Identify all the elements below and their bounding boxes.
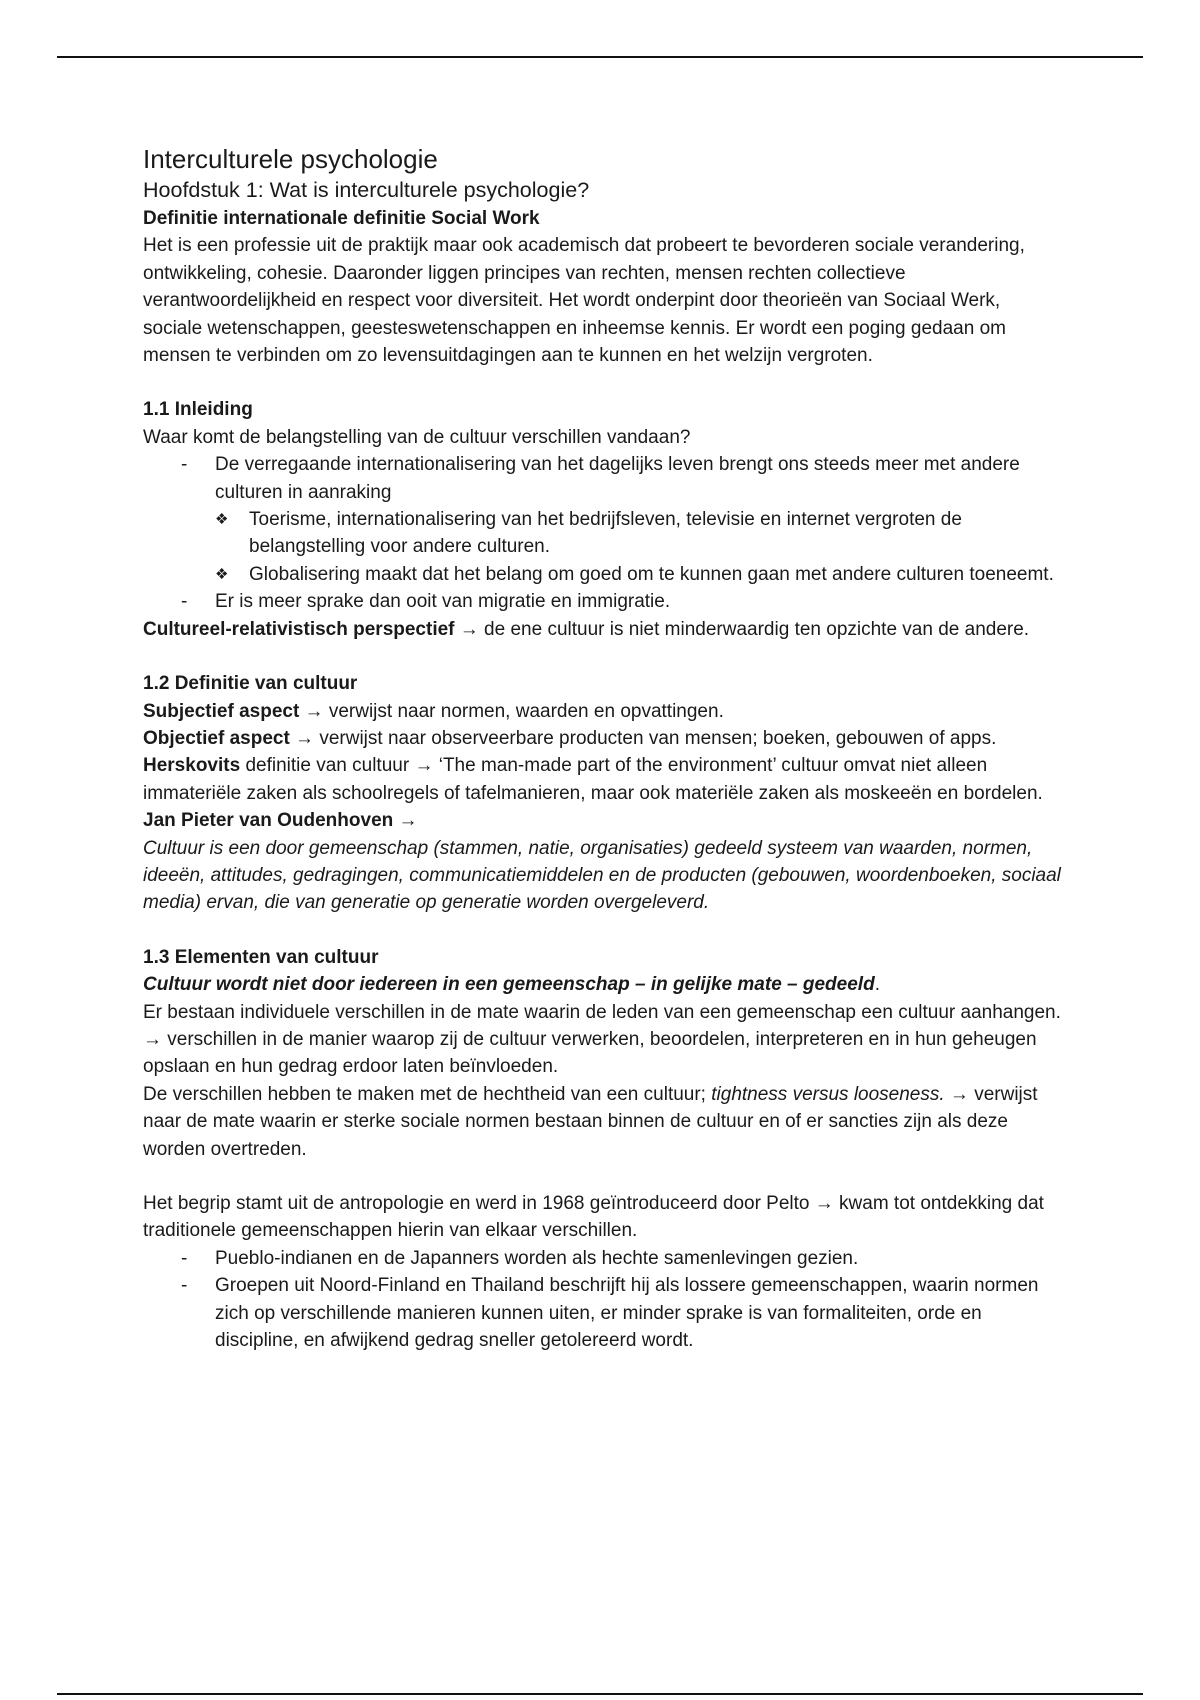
document-body [143,142,1063,1354]
key-statement [143,971,1063,998]
oudenhoven-quote: Cultuur is een door gemeenschap (stammen, natie, organisaties) gedeeld systeem van waarden, normen, ideeën, attitudes, gedragingen, communicatiemiddelen en de producten (gebouwen, woordenboeken, sociaal media) ervan, die van generatie op generatie worden overgeleverd. [143,837,1061,914]
spacer [143,917,1063,944]
term: Subjectief aspect → [143,700,324,722]
term-definition: de ene cultuur is niet minderwaardig ten opzichte van de andere. [478,618,1030,640]
section-1-2 [143,670,1063,917]
list-item: - Groepen uit Noord-Finland en Thailand beschrijft hij als lossere gemeenschappen, waarin normen zich op verschillende manieren kunnen uiten, er minder sprake is van formaliteiten, orde en discipline, en afwijkend gedrag sneller getolereerd wordt. [143,1272,1063,1354]
spacer [143,643,1063,670]
perspective-paragraph [143,616,1063,643]
text-run: De verschillen hebben te maken met de hechtheid van een cultuur; [143,1083,712,1105]
dash-list [143,451,1063,615]
objective-paragraph [143,725,1063,752]
spacer [143,369,1063,396]
section-question: Waar komt de belangstelling van de cultuur verschillen vandaan? [143,426,691,448]
paragraph: Het begrip stamt uit de antropologie en werd in 1968 geïntroduceerd door Pelto → kwam tot ontdekking dat traditionele gemeenschappen hierin van elkaar verschillen. [143,1193,1044,1242]
document-title: Interculturele psychologie [143,144,438,174]
top-rule [57,56,1143,58]
spacer [143,1163,1063,1190]
term: Objectief aspect → [143,727,315,749]
term-definition: verwijst naar normen, waarden en opvattingen. [323,700,724,722]
list-item-text: De verregaande internationalisering van het dagelijks leven brengt ons steeds meer met andere culturen in aanraking [215,454,1020,503]
statement-end: . [874,974,880,996]
subjective-paragraph [143,698,1063,725]
oudenhoven-term: Jan Pieter van Oudenhoven → [143,810,418,832]
section-heading: 1.2 Definitie van cultuur [143,673,358,695]
text-run: → verwijst naar de mate waarin er sterke sociale normen bestaan binnen de cultuur en of er sancties zijn als deze worden overtreden. [143,1083,1038,1160]
section-heading: 1.3 Elementen van cultuur [143,946,379,968]
list-item: - Pueblo-indianen en de Japanners worden als hechte samenlevingen gezien. [143,1245,1063,1272]
section-1-3 [143,944,1063,1355]
term-definition: verwijst naar observeerbare producten van mensen; boeken, gebouwen of apps. [314,727,997,749]
term: Herskovits [143,755,241,777]
sub-list [215,506,1063,588]
statement-text: Cultuur wordt niet door iedereen in een gemeenschap – in gelijke mate – gedeeld [143,974,875,996]
term: Cultureel-relativistisch perspectief → [143,618,479,640]
sub-list-item: ❖ Toerisme, internationalisering van het bedrijfsleven, televisie en internet vergroten de belangstelling voor andere culturen. [215,506,1063,561]
section-1-1 [143,396,1063,643]
dash-list [143,1245,1063,1355]
term-definition: definitie van cultuur → ‘The man-made part of the environment’ cultuur omvat niet alleen immateriële zaken als schoolregels of tafelmanieren, maar ook materiële zaken als moskeeën en bordelen. [143,755,1043,804]
italic-term: tightness versus looseness. [711,1083,945,1105]
herskovits-paragraph [143,752,1063,807]
paragraph: Er bestaan individuele verschillen in de mate waarin de leden van een gemeenschap een cultuur aanhangen. → verschillen in de manier waarop zij de cultuur verwerken, beoordelen, interpreteren en in hun geheugen opslaan en hun gedrag erdoor laten beïnvloeden. [143,1001,1061,1078]
list-item: - Er is meer sprake dan ooit van migratie en immigratie. [143,588,1063,615]
definition-heading: Definitie internationale definitie Social Work [143,208,540,229]
sub-list-item: ❖ Globalisering maakt dat het belang om goed om te kunnen gaan met andere culturen toeneemt. [215,561,1063,588]
list-item [143,451,1063,588]
bottom-rule [57,1693,1143,1695]
chapter-title: Hoofdstuk 1: Wat is interculturele psychologie? [143,178,590,202]
paragraph [143,1081,1063,1163]
section-heading: 1.1 Inleiding [143,399,253,421]
definition-paragraph: Het is een professie uit de praktijk maar ook academisch dat probeert te bevorderen sociale verandering, ontwikkeling, cohesie. Daaronder liggen principes van rechten, mensen rechten collectieve verantwoordelijkheid en respect voor diversiteit. Het wordt onderpint door theorieën van Sociaal Werk, sociale wetenschappen, geesteswetenschappen en inheemse kennis. Er wordt een poging gedaan om mensen te verbinden om zo levensuitdagingen aan te kunnen en het welzijn vergroten. [143,235,1025,367]
